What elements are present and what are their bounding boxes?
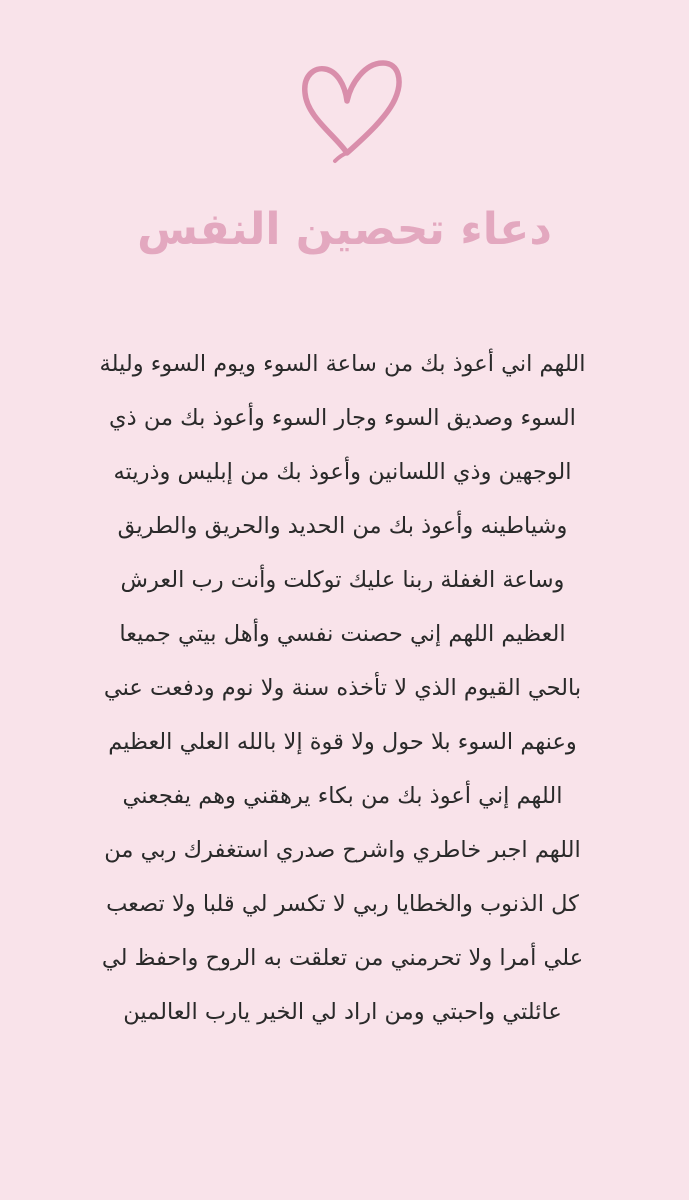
prayer-line: وعنهم السوء بلا حول ولا قوة إلا بالله العلي العظيم xyxy=(108,729,577,755)
prayer-line: اللهم إني أعوذ بك من بكاء يرهقني وهم يفجعني xyxy=(122,783,563,809)
prayer-line: اللهم اجبر خاطري واشرح صدري استغفرك ربي من xyxy=(104,837,581,863)
prayer-line: وساعة الغفلة ربنا عليك توكلت وأنت رب العرش xyxy=(120,567,565,593)
prayer-line: اللهم اني أعوذ بك من ساعة السوء ويوم السوء وليلة xyxy=(99,351,586,377)
prayer-line: السوء وصديق السوء وجار السوء وأعوذ بك من ذي xyxy=(109,405,576,431)
prayer-line: الوجهين وذي اللسانين وأعوذ بك من إبليس وذريته xyxy=(113,459,572,485)
prayer-line: بالحي القيوم الذي لا تأخذه سنة ولا نوم ودفعت عني xyxy=(103,675,582,701)
prayer-line: وشياطينه وأعوذ بك من الحديد والحريق والطريق xyxy=(117,513,568,539)
prayer-text xyxy=(95,337,590,1039)
prayer-line: كل الذنوب والخطايا ربي لا تكسر لي قلبا ولا تصعب xyxy=(106,891,579,917)
prayer-line: عائلتي واحبتي ومن اراد لي الخير يارب العالمين xyxy=(123,999,562,1025)
heart-outline-icon xyxy=(295,55,410,165)
page-title: دعاء تحصين النفس xyxy=(137,204,552,255)
prayer-line: علي أمرا ولا تحرمني من تعلقت به الروح واحفظ لي xyxy=(101,945,584,971)
prayer-line: العظيم اللهم إني حصنت نفسي وأهل بيتي جميعا xyxy=(119,621,566,647)
